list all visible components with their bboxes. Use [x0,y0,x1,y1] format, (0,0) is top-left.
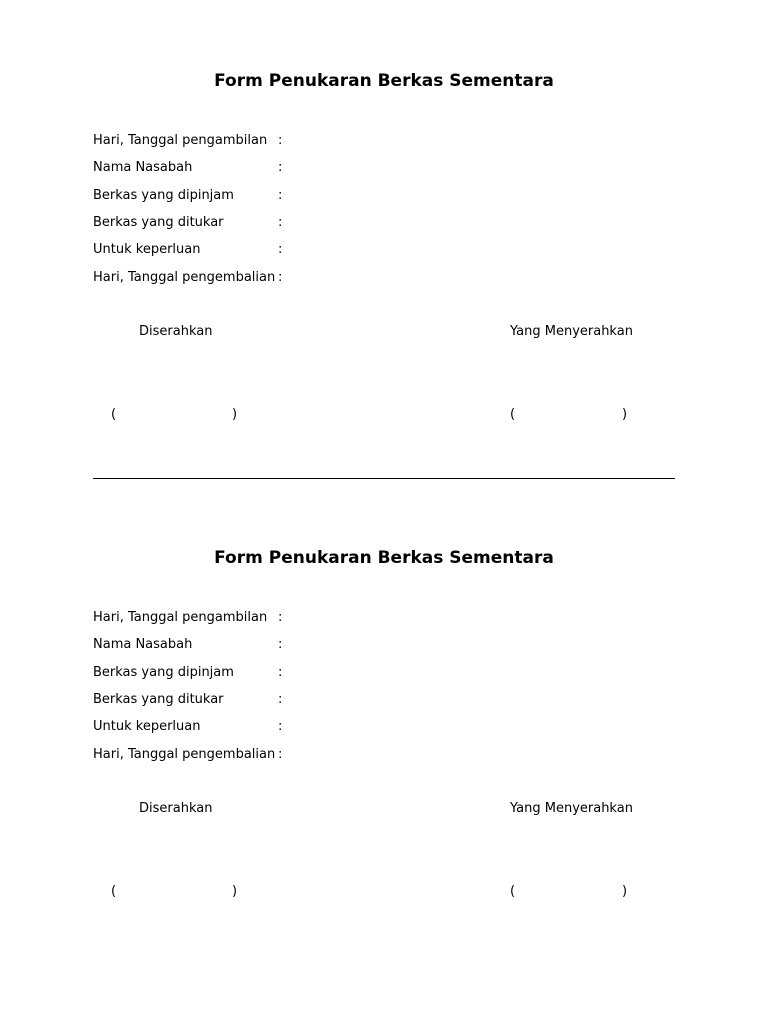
field-colon: : [278,692,283,707]
signature-label-left: Diserahkan [139,801,213,816]
signature-close-paren-right: ) [622,407,628,422]
signature-label-left: Diserahkan [139,324,213,339]
field-purpose [93,717,693,737]
signature-open-paren-right: ( [510,407,516,422]
field-colon: : [278,160,283,175]
field-label: Hari, Tanggal pengambilan [93,133,268,148]
field-colon: : [278,188,283,203]
signature-open-paren-left: ( [111,884,117,899]
field-label: Nama Nasabah [93,160,193,175]
field-pickup-date [93,608,693,628]
signature-label-right: Yang Menyerahkan [510,324,633,339]
field-borrowed-file [93,186,693,206]
field-pickup-date [93,131,693,151]
field-colon: : [278,637,283,652]
field-colon: : [278,665,283,680]
field-colon: : [278,747,283,762]
form-2 [0,477,768,937]
field-purpose [93,240,693,260]
field-colon: : [278,610,283,625]
field-colon: : [278,215,283,230]
field-colon: : [278,242,283,257]
field-label: Berkas yang dipinjam [93,665,234,680]
field-return-date [93,745,693,765]
field-customer-name [93,158,693,178]
field-label: Untuk keperluan [93,719,201,734]
field-label: Hari, Tanggal pengembalian [93,747,276,762]
form-1 [0,0,768,460]
signature-label-right: Yang Menyerahkan [510,801,633,816]
signature-open-paren-right: ( [510,884,516,899]
field-label: Hari, Tanggal pengambilan [93,610,268,625]
field-exchanged-file [93,690,693,710]
signature-close-paren-right: ) [622,884,628,899]
field-return-date [93,268,693,288]
signature-open-paren-left: ( [111,407,117,422]
field-colon: : [278,133,283,148]
field-label: Nama Nasabah [93,637,193,652]
field-colon: : [278,270,283,285]
field-customer-name [93,635,693,655]
field-label: Berkas yang ditukar [93,215,224,230]
field-exchanged-file [93,213,693,233]
form-title: Form Penukaran Berkas Sementara [214,548,554,568]
field-borrowed-file [93,663,693,683]
field-label: Berkas yang ditukar [93,692,224,707]
field-label: Untuk keperluan [93,242,201,257]
field-label: Berkas yang dipinjam [93,188,234,203]
signature-close-paren-left: ) [232,884,238,899]
field-label: Hari, Tanggal pengembalian [93,270,276,285]
field-colon: : [278,719,283,734]
form-title: Form Penukaran Berkas Sementara [214,71,554,91]
signature-close-paren-left: ) [232,407,238,422]
